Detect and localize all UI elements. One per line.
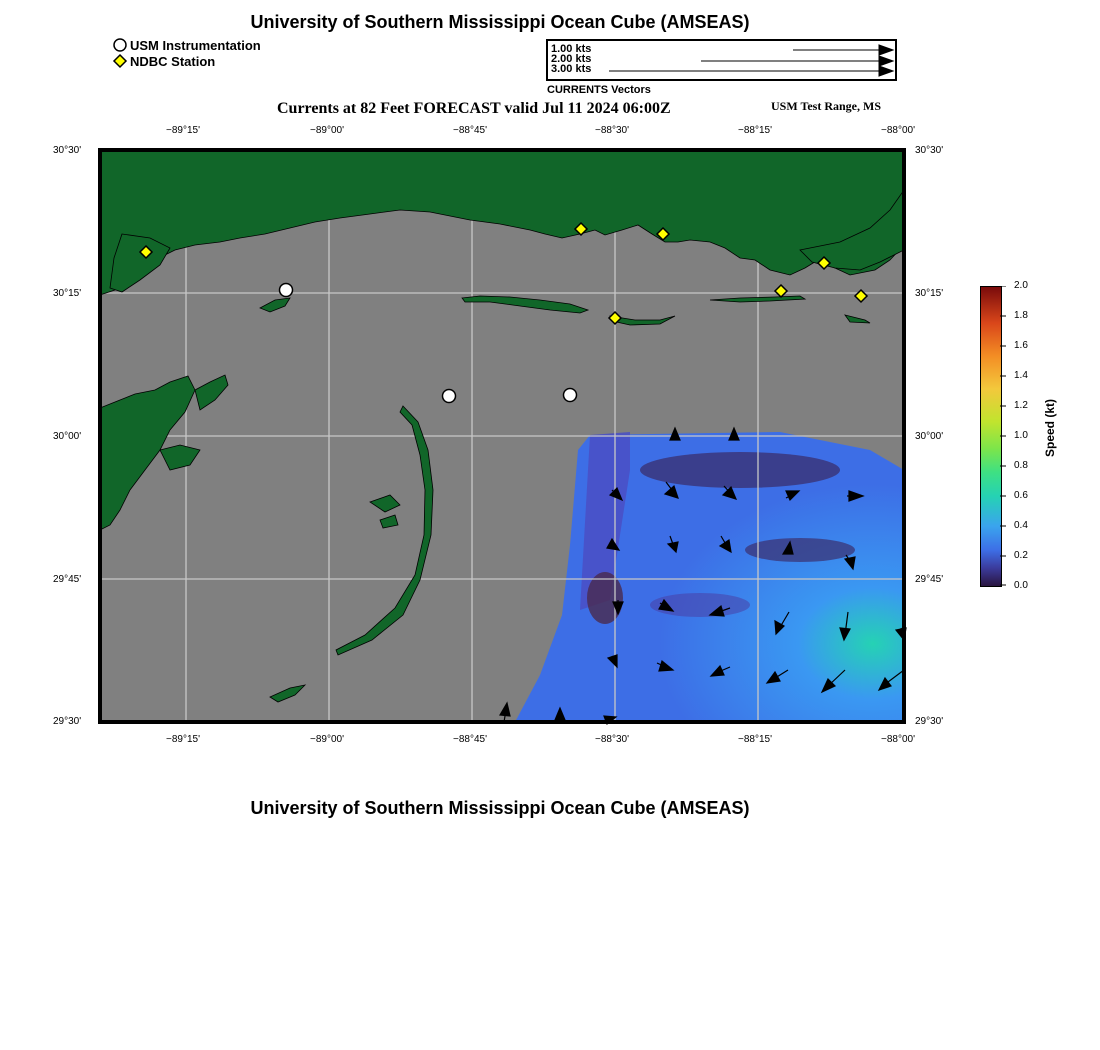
- symbol-legend: [112, 37, 261, 69]
- colorbar-tick-label: 0.0: [1014, 580, 1028, 591]
- colorbar-tick-label: 2.0: [1014, 280, 1028, 291]
- lat-tick-left: 30°15': [53, 288, 82, 299]
- vector-key-arrowhead-1: [879, 45, 893, 55]
- lat-tick-left: 30°30': [53, 145, 82, 156]
- lat-tick-right: 30°00': [915, 431, 944, 442]
- lon-tick-top: −88°30': [595, 125, 629, 136]
- lon-tick-bottom: −89°00': [310, 734, 344, 745]
- page-title: University of Southern Mississippi Ocean Cube (AMSEAS): [250, 12, 750, 32]
- colorbar-tick-label: 1.6: [1014, 340, 1028, 351]
- vector-key-row-3: 3.00 kts: [551, 63, 592, 75]
- lon-tick-top: −89°00': [310, 125, 344, 136]
- lon-tick-bottom: −88°30': [595, 734, 629, 745]
- lon-tick-bottom: −89°15': [166, 734, 200, 745]
- vector-key-row-2: 2.00 kts: [551, 53, 592, 65]
- map-subtitle: Currents at 82 Feet FORECAST valid Jul 11 2024 06:00Z: [277, 100, 671, 117]
- colorbar-tick-label: 1.2: [1014, 400, 1028, 411]
- colorbar-tick-label: 0.8: [1014, 460, 1028, 471]
- lat-tick-left: 30°00': [53, 431, 82, 442]
- vector-key-arrows: [548, 41, 895, 79]
- lon-tick-top: −89°15': [166, 125, 200, 136]
- lat-tick-right: 29°45': [915, 574, 944, 585]
- vector-key-row-1: 1.00 kts: [551, 43, 592, 55]
- usm-instrument-marker: [564, 389, 577, 402]
- speed-colorbar: [980, 286, 1002, 587]
- colorbar-tick-label: 0.4: [1014, 520, 1028, 531]
- lon-tick-bottom: −88°15': [738, 734, 772, 745]
- lon-tick-bottom: −88°00': [881, 734, 915, 745]
- usm-instrument-marker: [443, 390, 456, 403]
- usm-legend-label: USM Instrumentation: [130, 37, 261, 53]
- lat-tick-left: 29°45': [53, 574, 82, 585]
- usm-circle-icon: [112, 37, 128, 53]
- lat-tick-left: 29°30': [53, 716, 82, 727]
- colorbar-tick-label: 0.6: [1014, 490, 1028, 501]
- vector-key-arrowhead-3: [879, 66, 893, 76]
- usm-instrument-marker: [280, 284, 293, 297]
- colorbar-tick-label: 1.0: [1014, 430, 1028, 441]
- vector-key-arrowhead-2: [879, 56, 893, 66]
- ndbc-legend-label: NDBC Station: [130, 53, 216, 69]
- colorbar-tick-label: 1.8: [1014, 310, 1028, 321]
- lat-tick-right: 30°15': [915, 288, 944, 299]
- range-label: USM Test Range, MS: [771, 99, 882, 113]
- vector-key-box: [546, 39, 897, 81]
- bottom-title: University of Southern Mississippi Ocean Cube (AMSEAS): [250, 798, 750, 818]
- ndbc-diamond-icon: [112, 53, 128, 69]
- lat-tick-right: 30°30': [915, 145, 944, 156]
- lon-tick-top: −88°15': [738, 125, 772, 136]
- colorbar-tick-label: 1.4: [1014, 370, 1028, 381]
- lon-tick-top: −88°00': [881, 125, 915, 136]
- vector-key-caption: CURRENTS Vectors: [547, 84, 651, 96]
- lon-tick-bottom: −88°45': [453, 734, 487, 745]
- colorbar-label: Speed (kt): [1043, 398, 1057, 457]
- colorbar-ticks: [1000, 286, 1008, 586]
- lat-tick-right: 29°30': [915, 716, 944, 727]
- lon-tick-top: −88°45': [453, 125, 487, 136]
- current-map: [96, 146, 908, 726]
- colorbar-tick-label: 0.2: [1014, 550, 1028, 561]
